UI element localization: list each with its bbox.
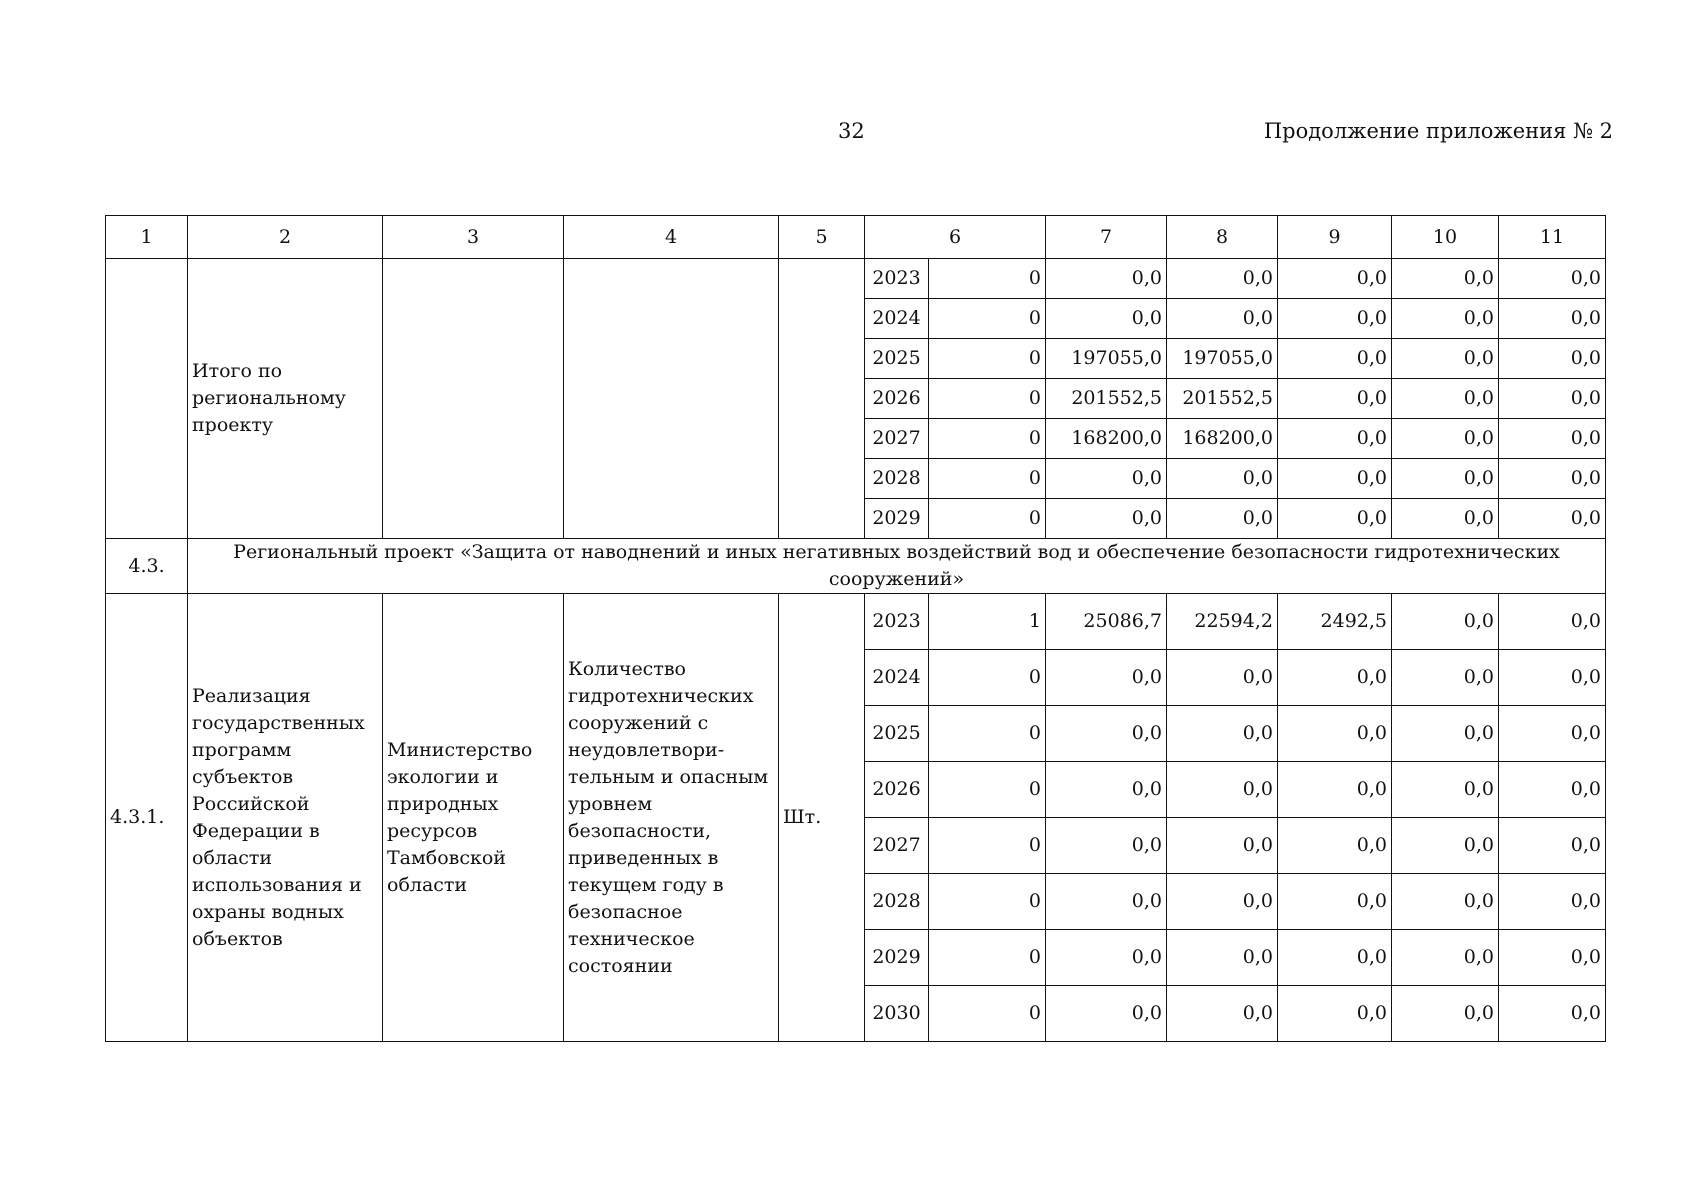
value-cell-7: 0,0	[1046, 986, 1167, 1042]
column-number: 11	[1499, 216, 1606, 259]
value-cell-7: 0,0	[1046, 762, 1167, 818]
value-cell-11: 0,0	[1499, 594, 1606, 650]
value-cell-9: 0,0	[1278, 459, 1392, 499]
value-cell-8: 0,0	[1167, 930, 1278, 986]
value-cell-6: 0	[929, 419, 1046, 459]
year-cell: 2025	[865, 706, 929, 762]
value-cell-9: 0,0	[1278, 650, 1392, 706]
empty-cell	[106, 259, 188, 539]
value-cell-6: 1	[929, 594, 1046, 650]
value-cell-9: 0,0	[1278, 706, 1392, 762]
year-cell: 2028	[865, 874, 929, 930]
empty-cell	[779, 259, 865, 539]
value-cell-11: 0,0	[1499, 339, 1606, 379]
value-cell-6: 0	[929, 818, 1046, 874]
value-cell-7: 0,0	[1046, 259, 1167, 299]
year-cell: 2024	[865, 650, 929, 706]
column-number: 5	[779, 216, 865, 259]
value-cell-11: 0,0	[1499, 299, 1606, 339]
value-cell-7: 0,0	[1046, 706, 1167, 762]
column-number: 6	[865, 216, 1046, 259]
value-cell-7: 0,0	[1046, 650, 1167, 706]
value-cell-10: 0,0	[1392, 339, 1499, 379]
value-cell-7: 197055,0	[1046, 339, 1167, 379]
value-cell-8: 201552,5	[1167, 379, 1278, 419]
table-row	[106, 594, 1606, 650]
value-cell-8: 0,0	[1167, 762, 1278, 818]
year-cell: 2023	[865, 594, 929, 650]
section-number: 4.3.	[106, 539, 188, 594]
value-cell-10: 0,0	[1392, 259, 1499, 299]
value-cell-10: 0,0	[1392, 650, 1499, 706]
value-cell-9: 0,0	[1278, 986, 1392, 1042]
value-cell-10: 0,0	[1392, 419, 1499, 459]
value-cell-8: 0,0	[1167, 459, 1278, 499]
value-cell-9: 0,0	[1278, 259, 1392, 299]
value-cell-11: 0,0	[1499, 706, 1606, 762]
column-number: 2	[188, 216, 383, 259]
value-cell-11: 0,0	[1499, 650, 1606, 706]
page-number: 32	[838, 119, 865, 143]
value-cell-11: 0,0	[1499, 419, 1606, 459]
year-cell: 2030	[865, 986, 929, 1042]
column-number: 7	[1046, 216, 1167, 259]
empty-cell	[383, 259, 564, 539]
value-cell-10: 0,0	[1392, 299, 1499, 339]
value-cell-6: 0	[929, 259, 1046, 299]
total-block	[106, 259, 1606, 539]
item-number: 4.3.1.	[106, 594, 188, 1042]
value-cell-7: 25086,7	[1046, 594, 1167, 650]
value-cell-7: 0,0	[1046, 459, 1167, 499]
value-cell-11: 0,0	[1499, 259, 1606, 299]
item-executor: Министерство экологии и природных ресурсов Тамбовской области	[383, 594, 564, 1042]
value-cell-8: 197055,0	[1167, 339, 1278, 379]
value-cell-7: 0,0	[1046, 499, 1167, 539]
value-cell-10: 0,0	[1392, 874, 1499, 930]
value-cell-9: 0,0	[1278, 339, 1392, 379]
value-cell-11: 0,0	[1499, 986, 1606, 1042]
item-name: Реализация государственных программ субъектов Российской Федерации в области использования и охраны водных объектов	[188, 594, 383, 1042]
year-cell: 2026	[865, 762, 929, 818]
year-cell: 2027	[865, 818, 929, 874]
value-cell-8: 0,0	[1167, 299, 1278, 339]
column-number: 10	[1392, 216, 1499, 259]
value-cell-6: 0	[929, 762, 1046, 818]
column-number: 9	[1278, 216, 1392, 259]
value-cell-8: 0,0	[1167, 874, 1278, 930]
value-cell-6: 0	[929, 930, 1046, 986]
value-cell-10: 0,0	[1392, 930, 1499, 986]
value-cell-6: 0	[929, 650, 1046, 706]
value-cell-10: 0,0	[1392, 818, 1499, 874]
year-cell: 2029	[865, 499, 929, 539]
year-cell: 2023	[865, 259, 929, 299]
value-cell-11: 0,0	[1499, 874, 1606, 930]
value-cell-11: 0,0	[1499, 499, 1606, 539]
value-cell-7: 168200,0	[1046, 419, 1167, 459]
value-cell-9: 0,0	[1278, 299, 1392, 339]
year-cell: 2029	[865, 930, 929, 986]
value-cell-11: 0,0	[1499, 818, 1606, 874]
value-cell-7: 0,0	[1046, 818, 1167, 874]
value-cell-11: 0,0	[1499, 379, 1606, 419]
program-table	[105, 215, 1606, 1042]
column-number-row	[106, 216, 1606, 259]
value-cell-8: 0,0	[1167, 986, 1278, 1042]
value-cell-6: 0	[929, 379, 1046, 419]
value-cell-10: 0,0	[1392, 762, 1499, 818]
year-cell: 2025	[865, 339, 929, 379]
value-cell-9: 0,0	[1278, 818, 1392, 874]
value-cell-11: 0,0	[1499, 762, 1606, 818]
column-number: 3	[383, 216, 564, 259]
value-cell-8: 0,0	[1167, 499, 1278, 539]
value-cell-9: 0,0	[1278, 930, 1392, 986]
value-cell-9: 0,0	[1278, 499, 1392, 539]
empty-cell	[564, 259, 779, 539]
item-unit: Шт.	[779, 594, 865, 1042]
value-cell-8: 0,0	[1167, 818, 1278, 874]
item-indicator: Количество гидротехнических сооружений с неудовлетвори-тельным и опасным уровнем безопасности, приведенных в текущем году в безопасное техническое состоянии	[564, 594, 779, 1042]
column-number: 4	[564, 216, 779, 259]
value-cell-6: 0	[929, 299, 1046, 339]
value-cell-8: 22594,2	[1167, 594, 1278, 650]
value-cell-7: 0,0	[1046, 874, 1167, 930]
column-number: 1	[106, 216, 188, 259]
value-cell-10: 0,0	[1392, 706, 1499, 762]
section-row	[106, 539, 1606, 594]
value-cell-9: 0,0	[1278, 379, 1392, 419]
value-cell-6: 0	[929, 706, 1046, 762]
value-cell-9: 0,0	[1278, 419, 1392, 459]
value-cell-7: 201552,5	[1046, 379, 1167, 419]
value-cell-9: 2492,5	[1278, 594, 1392, 650]
total-label: Итого по региональному проекту	[188, 259, 383, 539]
section-title: Региональный проект «Защита от наводнений и иных негативных воздействий вод и обеспечение безопасности гидротехнических сооружений»	[188, 539, 1606, 594]
value-cell-10: 0,0	[1392, 379, 1499, 419]
year-cell: 2028	[865, 459, 929, 499]
year-cell: 2026	[865, 379, 929, 419]
appendix-note: Продолжение приложения № 2	[1263, 119, 1613, 143]
value-cell-10: 0,0	[1392, 594, 1499, 650]
value-cell-8: 168200,0	[1167, 419, 1278, 459]
year-cell: 2024	[865, 299, 929, 339]
table-row	[106, 259, 1606, 299]
value-cell-6: 0	[929, 499, 1046, 539]
value-cell-6: 0	[929, 459, 1046, 499]
value-cell-8: 0,0	[1167, 650, 1278, 706]
value-cell-7: 0,0	[1046, 930, 1167, 986]
value-cell-6: 0	[929, 986, 1046, 1042]
value-cell-10: 0,0	[1392, 499, 1499, 539]
value-cell-9: 0,0	[1278, 874, 1392, 930]
value-cell-11: 0,0	[1499, 459, 1606, 499]
value-cell-10: 0,0	[1392, 459, 1499, 499]
item-block	[106, 594, 1606, 1042]
column-number: 8	[1167, 216, 1278, 259]
value-cell-8: 0,0	[1167, 259, 1278, 299]
value-cell-9: 0,0	[1278, 762, 1392, 818]
year-cell: 2027	[865, 419, 929, 459]
value-cell-10: 0,0	[1392, 986, 1499, 1042]
value-cell-11: 0,0	[1499, 930, 1606, 986]
value-cell-6: 0	[929, 874, 1046, 930]
value-cell-7: 0,0	[1046, 299, 1167, 339]
value-cell-8: 0,0	[1167, 706, 1278, 762]
value-cell-6: 0	[929, 339, 1046, 379]
